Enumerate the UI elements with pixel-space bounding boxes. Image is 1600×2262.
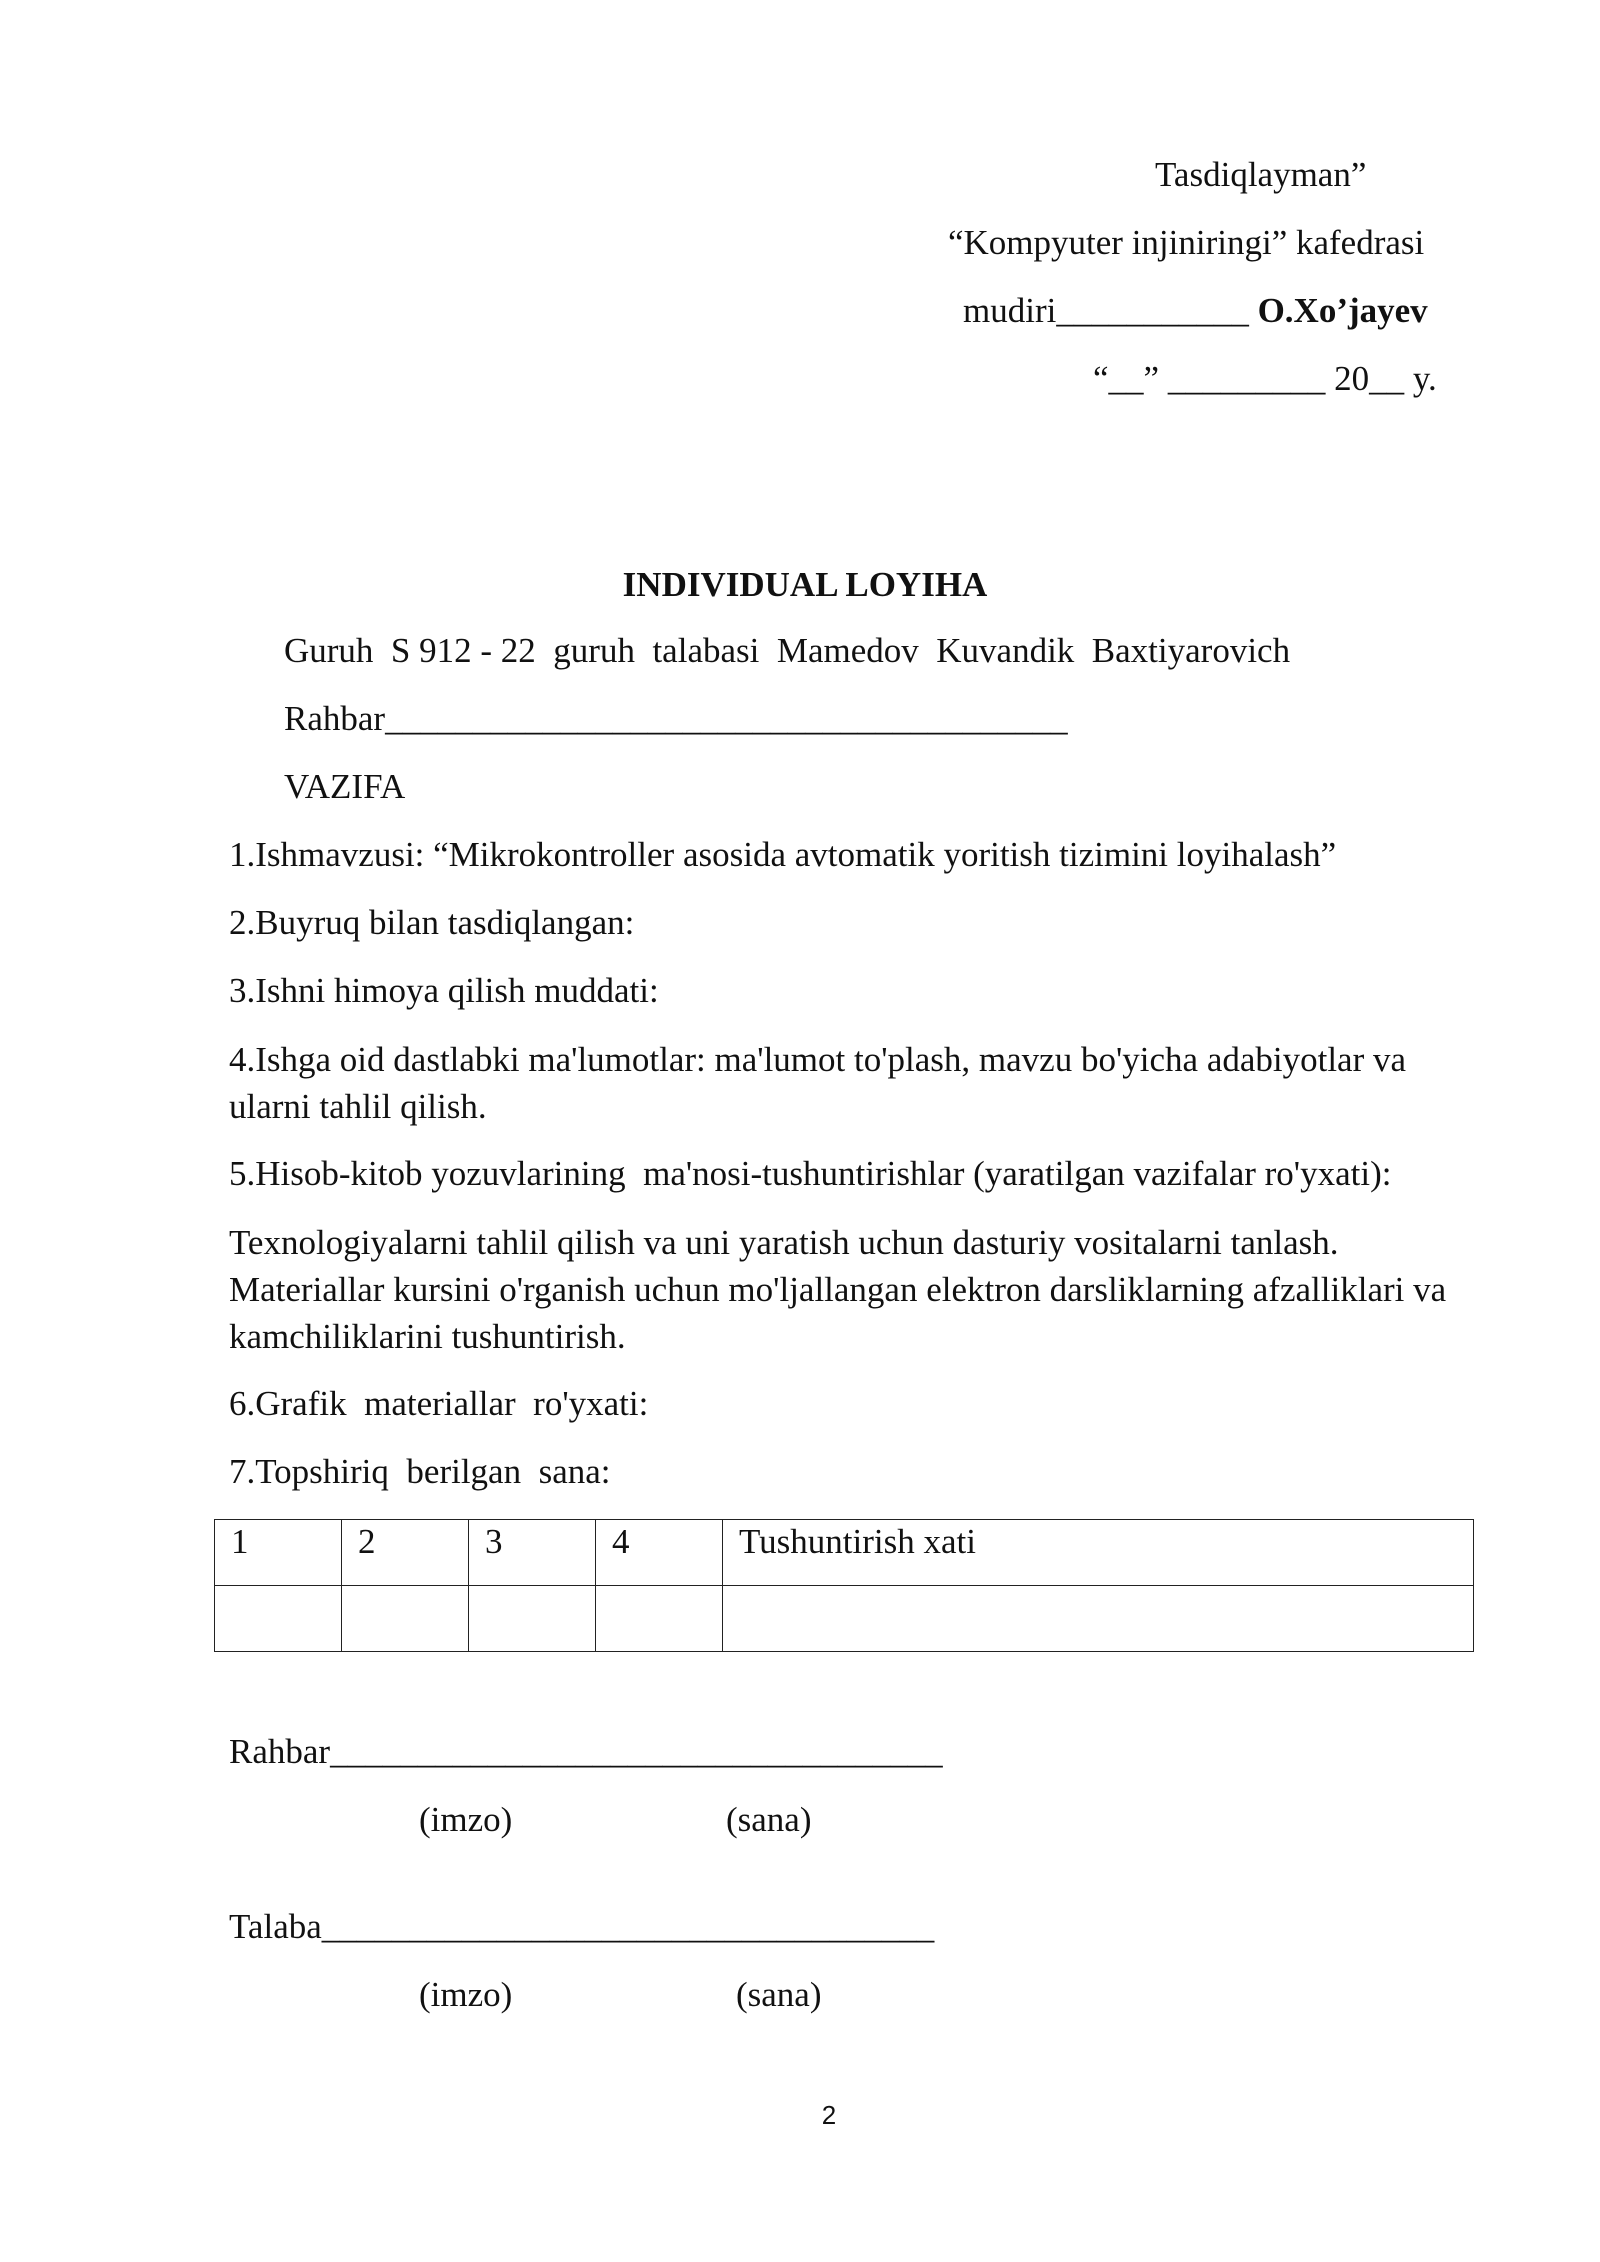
task-item-1: 1.Ishmavzusi: “Mikrokontroller asosida avtomatik yoritish tizimini loyihalash” [229,835,1337,874]
table-header-cell: 1 [215,1520,342,1586]
table-cell [723,1586,1474,1652]
table-header-cell: 4 [596,1520,723,1586]
task-item-3: 3.Ishni himoya qilish muddati: [229,971,659,1010]
supervisor-date-caption: (sana) [726,1800,812,1839]
task-heading: VAZIFA [284,767,406,806]
schedule-table [214,1519,1474,1652]
page-number: 2 [821,2100,837,2130]
approval-position: mudiri___________ [963,291,1258,330]
approval-line-2: “Kompyuter injiniringi” kafedrasi [948,223,1425,262]
table-header-row [215,1520,1474,1586]
student-date-caption: (sana) [736,1975,822,2014]
task-item-6: 6.Grafik materiallar ro'yxati: [229,1384,649,1423]
document-title: INDIVIDUAL LOYIHA [622,565,988,604]
task-item-7: 7.Topshiriq berilgan sana: [229,1452,611,1491]
task-item-5-body: Texnologiyalarni tahlil qilish va uni yaratish uchun dasturiy vositalarni tanlash. Materiallar kursini o'rganish uchun mo'ljallangan elektron darsliklarning afzalliklari va kamchiliklarini tushuntirish. [229,1223,1447,1356]
table-header-cell: 2 [342,1520,469,1586]
approval-head-name: O.Xo’jayev [1257,291,1428,330]
table-cell [215,1586,342,1652]
table-row [215,1586,1474,1652]
supervisor-sign-caption: (imzo) [419,1800,513,1839]
task-item-2: 2.Buyruq bilan tasdiqlangan: [229,903,635,942]
table-cell [342,1586,469,1652]
supervisor-line: Rahbar_______________________________________ [284,699,1068,738]
task-item-5: 5.Hisob-kitob yozuvlarining ma'nosi-tushuntirishlar (yaratilgan vazifalar ro'yxati): [229,1154,1392,1193]
table-header-cell: 3 [469,1520,596,1586]
approval-date: “__” _________ 20__ y. [1093,359,1437,398]
student-sign-caption: (imzo) [419,1975,513,2014]
task-item-4: 4.Ishga oid dastlabki ma'lumotlar: ma'lumot to'plash, mavzu bo'yicha adabiyotlar va ularni tahlil qilish. [229,1040,1407,1126]
student-signature-line: Talaba___________________________________ [229,1907,935,1946]
approval-line-1: Tasdiqlayman” [1155,155,1367,194]
table-cell [469,1586,596,1652]
approval-line-3 [963,288,1428,334]
table-cell [596,1586,723,1652]
student-line: Guruh S 912 - 22 guruh talabasi Mamedov Kuvandik Baxtiyarovich [284,631,1291,670]
table-header-cell: Tushuntirish xati [723,1520,1474,1586]
supervisor-signature-line: Rahbar___________________________________ [229,1732,943,1771]
